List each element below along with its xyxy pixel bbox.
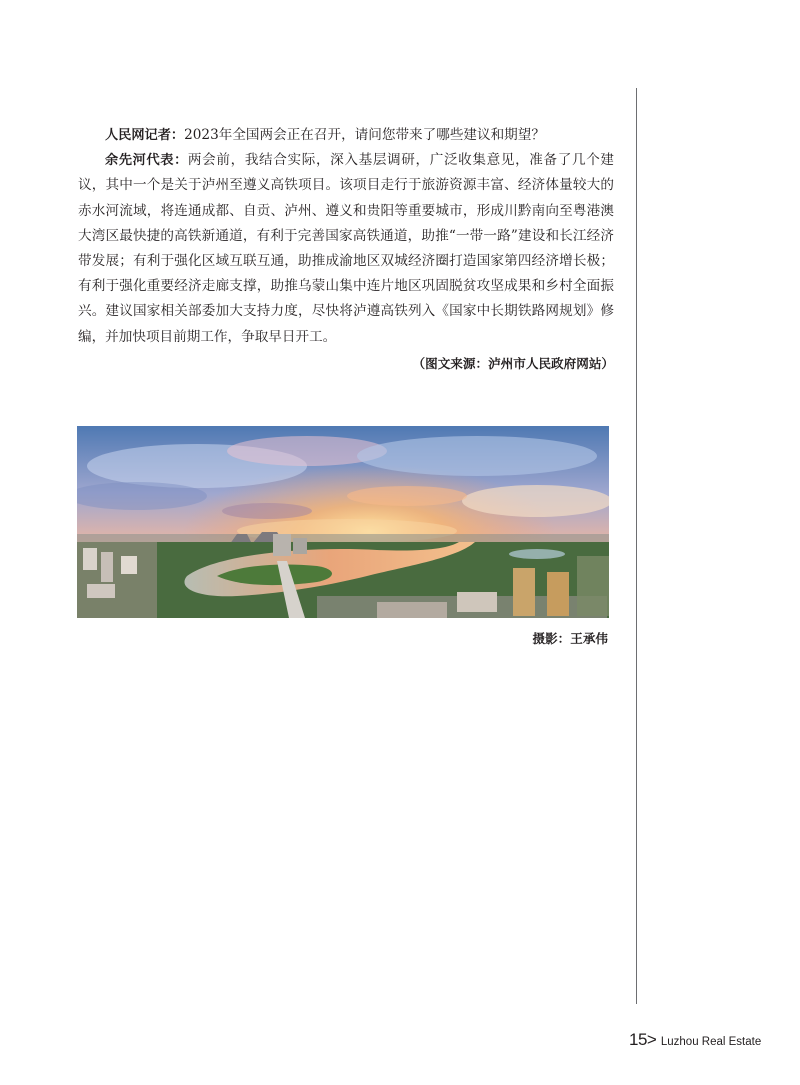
representative-label: 余先河代表： [105, 153, 188, 169]
margin-rule [636, 88, 637, 1004]
page-number: 15 [629, 1030, 647, 1049]
source-credit: （图文来源：泸州市人民政府网站） [412, 355, 614, 371]
question-paragraph [78, 123, 614, 148]
panorama-illustration [77, 426, 609, 618]
question-text: 2023年全国两会正在召开，请问您带来了哪些建议和期望？ [184, 127, 545, 143]
page-arrow: > [646, 1030, 657, 1049]
answer-text: 两会前，我结合实际，深入基层调研，广泛收集意见，准备了几个建议，其中一个是关于泸州至遵义高铁项目。该项目走行于旅游资源丰富、经济体量较大的赤水河流域，将连通成都、自贡、泸州、遵义和贵阳等重要城市，形成川黔南向至粤港澳大湾区最快捷的高铁新通道，有利于完善国家高铁通道，助推“一带一路”建设和长江经济带发展；有利于强化区域互联互通，助推成渝地区双城经济圈打造国家第四经济增长极；有利于强化重要经济走廊支撑，助推乌蒙山集中连片地区巩固脱贫攻坚成果和乡村全面振兴。建议国家相关部委加大支持力度，尽快将泸遵高铁列入《国家中长期铁路网规划》修编，并加快项目前期工作，争取早日开工。 [78, 152, 615, 345]
answer-paragraph [78, 148, 614, 350]
article-body [78, 123, 614, 376]
city-panorama-photo [77, 426, 609, 618]
reporter-label: 人民网记者： [105, 128, 185, 143]
page-footer [629, 1030, 761, 1050]
photo-credit: 摄影：王承伟 [532, 631, 608, 646]
magazine-name: Luzhou Real Estate [660, 1036, 762, 1048]
